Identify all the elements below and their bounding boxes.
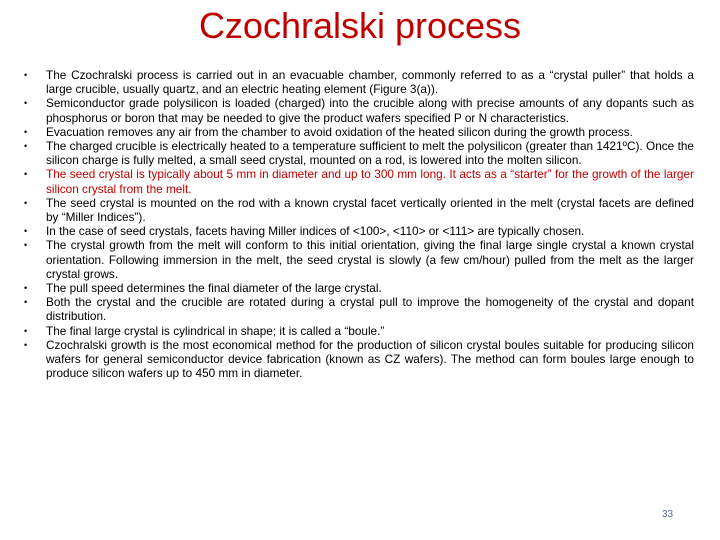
- bullet-text: The pull speed determines the final diameter of the large crystal.: [46, 281, 382, 296]
- bullet-text: Evacuation removes any air from the chamber to avoid oxidation of the heated silicon during the growth process.: [46, 124, 633, 139]
- bullet-item: [24, 295, 694, 323]
- bullet-item: [24, 125, 694, 139]
- bullet-text: Semiconductor grade polysilicon is loaded (charged) into the crucible along with precise amounts of any dopants such as phosphorus or boron that may be needed to give the product wafers specified P or N characteristics.: [46, 96, 694, 125]
- bullet-dot-icon: •: [24, 339, 28, 350]
- bullet-item: [24, 139, 694, 167]
- bullet-dot-icon: •: [24, 98, 28, 109]
- bullet-text: The final large crystal is cylindrical in shape; it is called a “boule.”: [46, 323, 385, 338]
- page-number: 33: [662, 509, 674, 520]
- bullet-dot-icon: •: [24, 169, 28, 180]
- bullet-item: [24, 167, 694, 195]
- bullet-dot-icon: •: [24, 240, 28, 251]
- bullet-text: Czochralski growth is the most economical method for the production of silicon crystal boules suitable for producing silicon wafers for general semiconductor device fabrication (known as CZ wafers). The method can form boules large enough to produce silicon wafers up to 450 mm in diameter.: [46, 337, 694, 381]
- bullet-text: The seed crystal is typically about 5 mm in diameter and up to 300 mm long. It acts as a “starter” for the growth of the larger silicon crystal from the melt.: [46, 167, 694, 196]
- bullet-item: [24, 196, 694, 224]
- bullet-item: [24, 324, 694, 338]
- bullet-dot-icon: •: [24, 325, 28, 336]
- bullet-list: [24, 68, 694, 380]
- bullet-text: Both the crystal and the crucible are rotated during a crystal pull to improve the homogeneity of the crystal and dopant distribution.: [46, 295, 694, 324]
- slide-title: Czochralski process: [198, 5, 522, 46]
- bullet-text: The seed crystal is mounted on the rod with a known crystal facet vertically oriented in the melt (crystal facets are defined by “Miller Indices”).: [46, 195, 694, 225]
- bullet-dot-icon: •: [24, 226, 28, 237]
- bullet-item: [24, 224, 694, 238]
- bullet-dot-icon: •: [24, 70, 28, 80]
- bullet-item: [24, 281, 694, 295]
- bullet-item: [24, 338, 694, 381]
- bullet-dot-icon: •: [24, 197, 28, 208]
- bullet-item: [24, 238, 694, 281]
- bullet-item: [24, 68, 694, 96]
- bullet-item: [24, 96, 694, 124]
- bullet-text: The Czochralski process is carried out in an evacuable chamber, commonly referred to as a “crystal puller” that holds a large crucible, usually quartz, and an electric heating element (Figure 3(a)).: [46, 68, 694, 97]
- bullet-dot-icon: •: [24, 126, 28, 137]
- bullet-dot-icon: •: [24, 297, 28, 308]
- bullet-text: The crystal growth from the melt will conform to this initial orientation, giving the final large single crystal a known crystal orientation. Following immersion in the melt, the seed crystal is slowly (a few cm/hour) pulled from the melt as the larger crystal grows.: [46, 238, 694, 281]
- bullet-text: The charged crucible is electrically heated to a temperature sufficient to melt the polysilicon (greater than 1421ºC). Once the silicon charge is fully melted, a small seed crystal, mounted on a rod, is lowered into the molten silicon.: [46, 139, 694, 168]
- bullet-dot-icon: •: [24, 283, 28, 294]
- bullet-dot-icon: •: [24, 141, 28, 152]
- bullet-text: In the case of seed crystals, facets having Miller indices of <100>, <110> or <111> are typically chosen.: [46, 224, 585, 239]
